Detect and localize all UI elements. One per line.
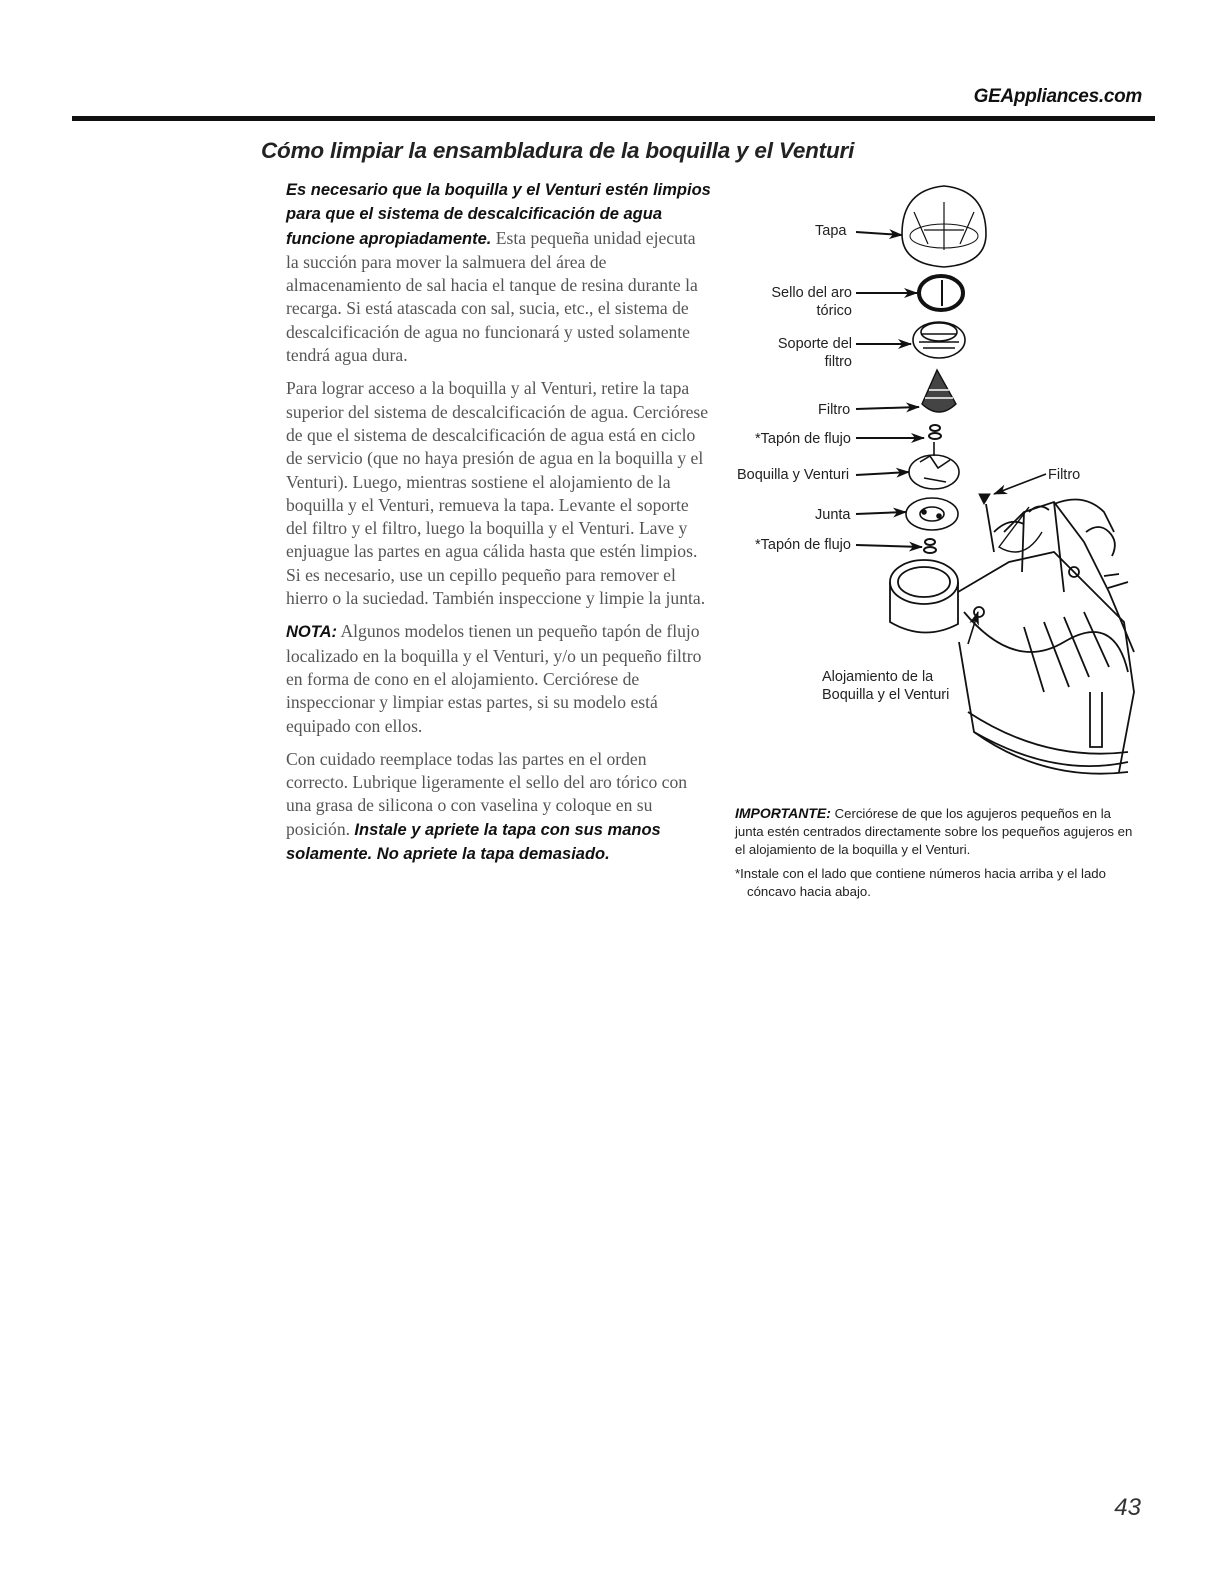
note-label: NOTA: — [286, 623, 338, 642]
instructions-column — [286, 178, 711, 876]
label-housing — [822, 668, 949, 704]
label-nozzle-venturi: Boquilla y Venturi — [737, 467, 850, 483]
label-cap: Tapa — [815, 223, 847, 239]
label-housing-line1: Alojamiento de la — [822, 669, 934, 685]
intro-text: Esta pequeña unidad ejecuta la succión para mover la salmuera del área de almacenamiento de sal hacia el tanque de resina durante la recarga. Si está atascada con sal, sucia, etc., el sistema de descalcificación de agua no funcionará y usted solamente tendrá agua dura. — [286, 227, 698, 366]
cap-drawing — [902, 186, 986, 267]
label-flow-plug-1: *Tapón de flujo — [755, 431, 851, 447]
label-filter-support-line1: Soporte del — [777, 336, 852, 352]
note-text: Algunos modelos tienen un pequeño tapón de flujo localizado en la boquilla y el Venturi, y/o un pequeño filtro en forma de cono en el alojamiento. Cerciórese de inspeccionar y limpiar estas partes, si su modelo está equipado con ellos. — [286, 621, 702, 736]
label-gasket: Junta — [815, 507, 851, 523]
filter-drawing — [922, 370, 956, 412]
site-url: GEAppliances.com — [973, 86, 1142, 107]
label-flow-plug-2: *Tapón de flujo — [755, 537, 851, 553]
parts-diagram — [724, 172, 1144, 792]
important-text: Cerciórese de que los agujeros pequeños en la junta estén centrados directamente sobre los pequeños agujeros en el alojamiento de la boquilla y el Venturi. — [735, 806, 1133, 857]
page-number: 43 — [1114, 1494, 1141, 1521]
important-label: IMPORTANTE: — [735, 805, 831, 821]
label-filter-support — [778, 335, 852, 371]
note-paragraph — [286, 620, 711, 737]
intro-bold-text: Es necesario que la boquilla y el Venturi estén limpios para que el sistema de descalcificación de agua funcione apropiadamente. — [286, 181, 711, 248]
install-note: *Instale con el lado que contiene números hacia arriba y el lado cóncavo hacia abajo. — [735, 866, 1106, 899]
label-filter: Filtro — [818, 402, 851, 418]
access-paragraph: Para lograr acceso a la boquilla y al Venturi, retire la tapa superior del sistema de descalcificación de agua. Cerciórese de que el sistema de descalcificación de agua está en ciclo de servicio (que no haya presión de agua en la boquilla y el Venturi). Luego, mientras sostiene el alojamiento de la boquilla y el Venturi, remueva la tapa. Levante el soporte del filtro y el filtro, luego la boquilla y el Venturi. Lave y enjuague las partes en agua cálida hasta que estén limpios. Si es necesario, use un cepillo pequeño para remover el hierro o la suciedad. También inspeccione y limpie la junta. — [286, 378, 709, 609]
header-rule — [72, 116, 1155, 121]
gasket-drawing — [906, 498, 958, 530]
flow-plug-drawing-2 — [924, 539, 936, 553]
important-notes — [735, 804, 1135, 907]
reassembly-text: Con cuidado reemplace todas las partes en el orden correcto. Lubrique ligeramente el sello del aro tórico con una grasa de silicona o con vaselina y coloque en su posición. — [286, 748, 688, 839]
label-o-ring — [771, 284, 852, 320]
label-o-ring-line2: tórico — [816, 303, 852, 319]
label-housing-line2: Boquilla y el Venturi — [822, 687, 950, 703]
label-filter-support-line2: filtro — [824, 354, 852, 370]
label-o-ring-line1: Sello del aro — [771, 285, 852, 301]
small-filter-drawing — [979, 494, 990, 504]
section-title: Cómo limpiar la ensambladura de la boquilla y el Venturi — [261, 138, 855, 163]
nozzle-venturi-drawing — [909, 442, 959, 489]
intro-paragraph — [286, 178, 711, 367]
filter-support-drawing — [913, 322, 965, 358]
reassembly-warning: Instale y apriete la tapa con sus manos solamente. No apriete la tapa demasiado. — [286, 820, 661, 864]
important-paragraph — [735, 804, 1135, 859]
reassembly-paragraph — [286, 748, 711, 866]
label-filter-right: Filtro — [1048, 467, 1081, 483]
flow-plug-drawing-1 — [929, 425, 941, 439]
